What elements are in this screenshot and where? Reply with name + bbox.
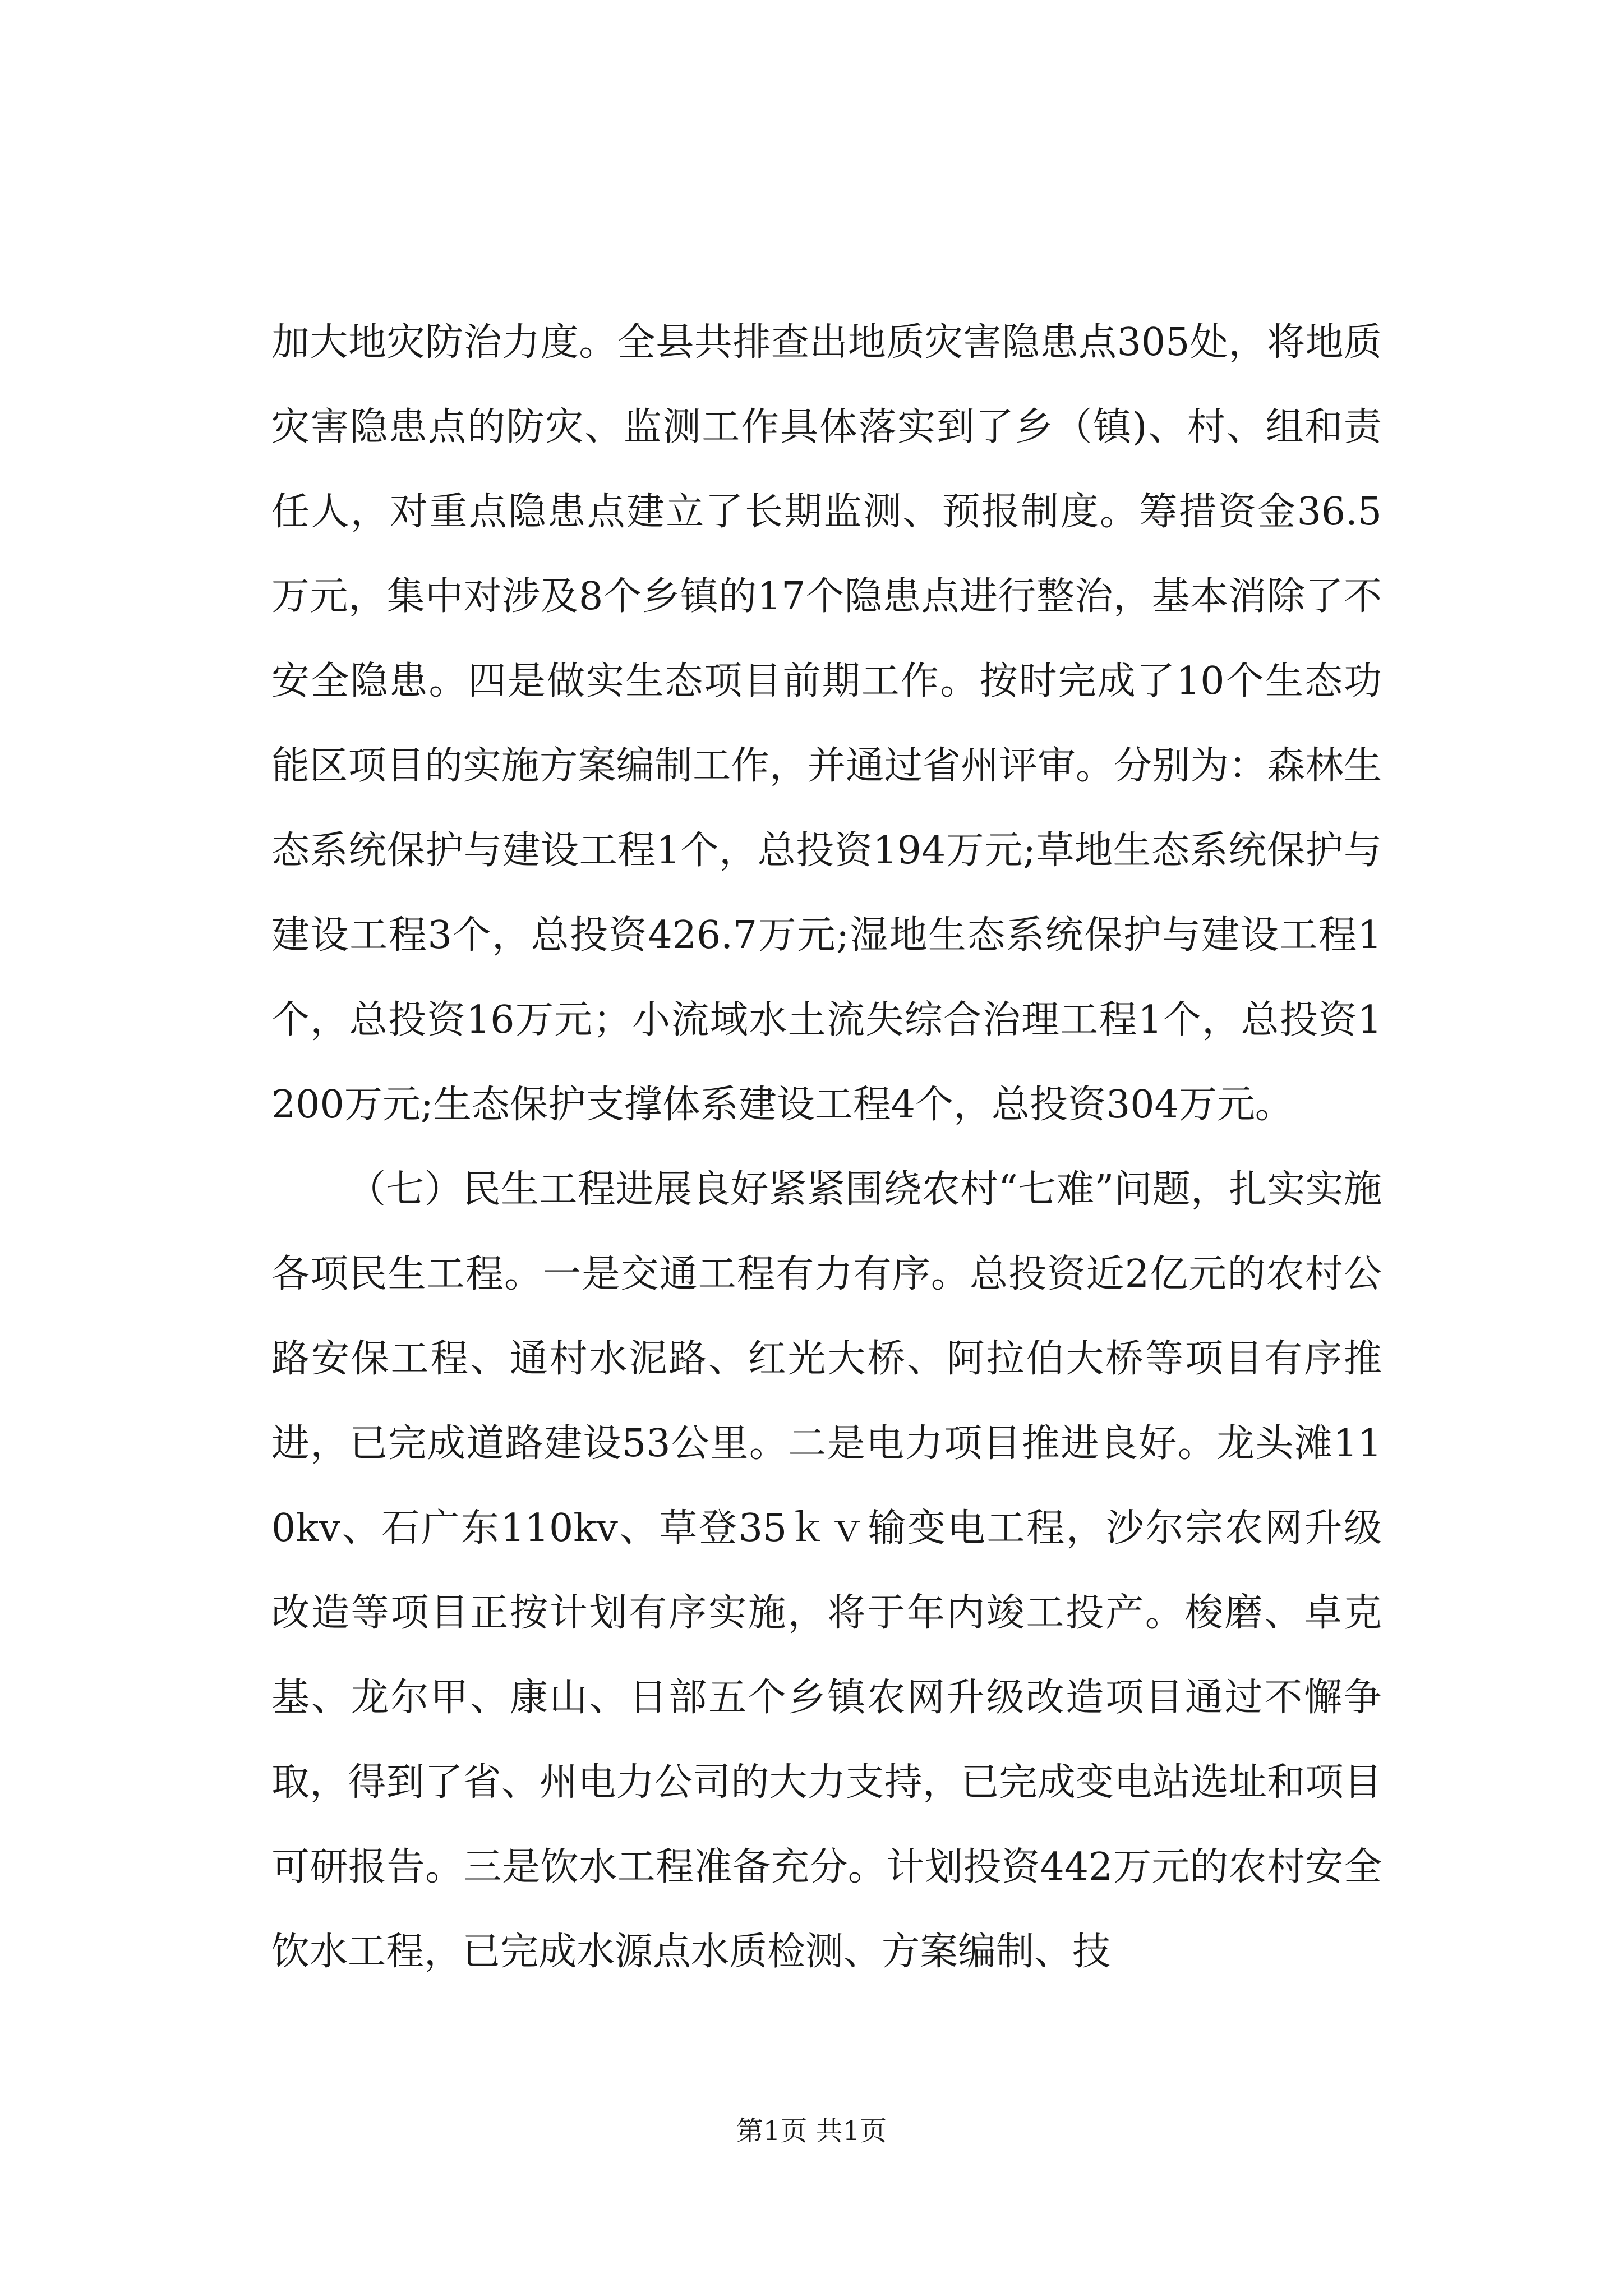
page-footer: 第1页 共1页 [736,2115,887,2147]
paragraph-1: 加大地灾防治力度。全县共排查出地质灾害隐患点305处，将地质灾害隐患点的防灾、监测工作具体落实到了乡（镇)、村、组和责任人，对重点隐患点建立了长期监测、预报制度。筹措资金36.5万元，集中对涉及8个乡镇的17个隐患点进行整治，基本消除了不安全隐患。四是做实生态项目前期工作。按时完成了10个生态功能区项目的实施方案编制工作，并通过省州评审。分别为：森林生态系统保护与建设工程1个，总投资194万元;草地生态系统保护与建设工程3个，总投资426.7万元;湿地生态系统保护与建设工程1个，总投资16万元；小流域水土流失综合治理工程1个，总投资1200万元;生态保护支撑体系建设工程4个，总投资304万元。 [271,320,1382,1127]
document-body [271,300,1382,1994]
paragraph-2: （七）民生工程进展良好紧紧围绕农村“七难”问题，扎实实施各项民生工程。一是交通工程有力有序。总投资近2亿元的农村公路安保工程、通村水泥路、红光大桥、阿拉伯大桥等项目有序推进，已完成道路建设53公里。二是电力项目推进良好。龙头滩110kv、石广东110kv、草登35ｋｖ输变电工程，沙尔宗农网升级改造等项目正按计划有序实施，将于年内竣工投产。梭磨、卓克基、龙尔甲、康山、日部五个乡镇农网升级改造项目通过不懈争取，得到了省、州电力公司的大力支持，已完成变电站选址和项目可研报告。三是饮水工程准备充分。计划投资442万元的农村安全饮水工程，已完成水源点水质检测、方案编制、技 [271,1167,1382,1974]
